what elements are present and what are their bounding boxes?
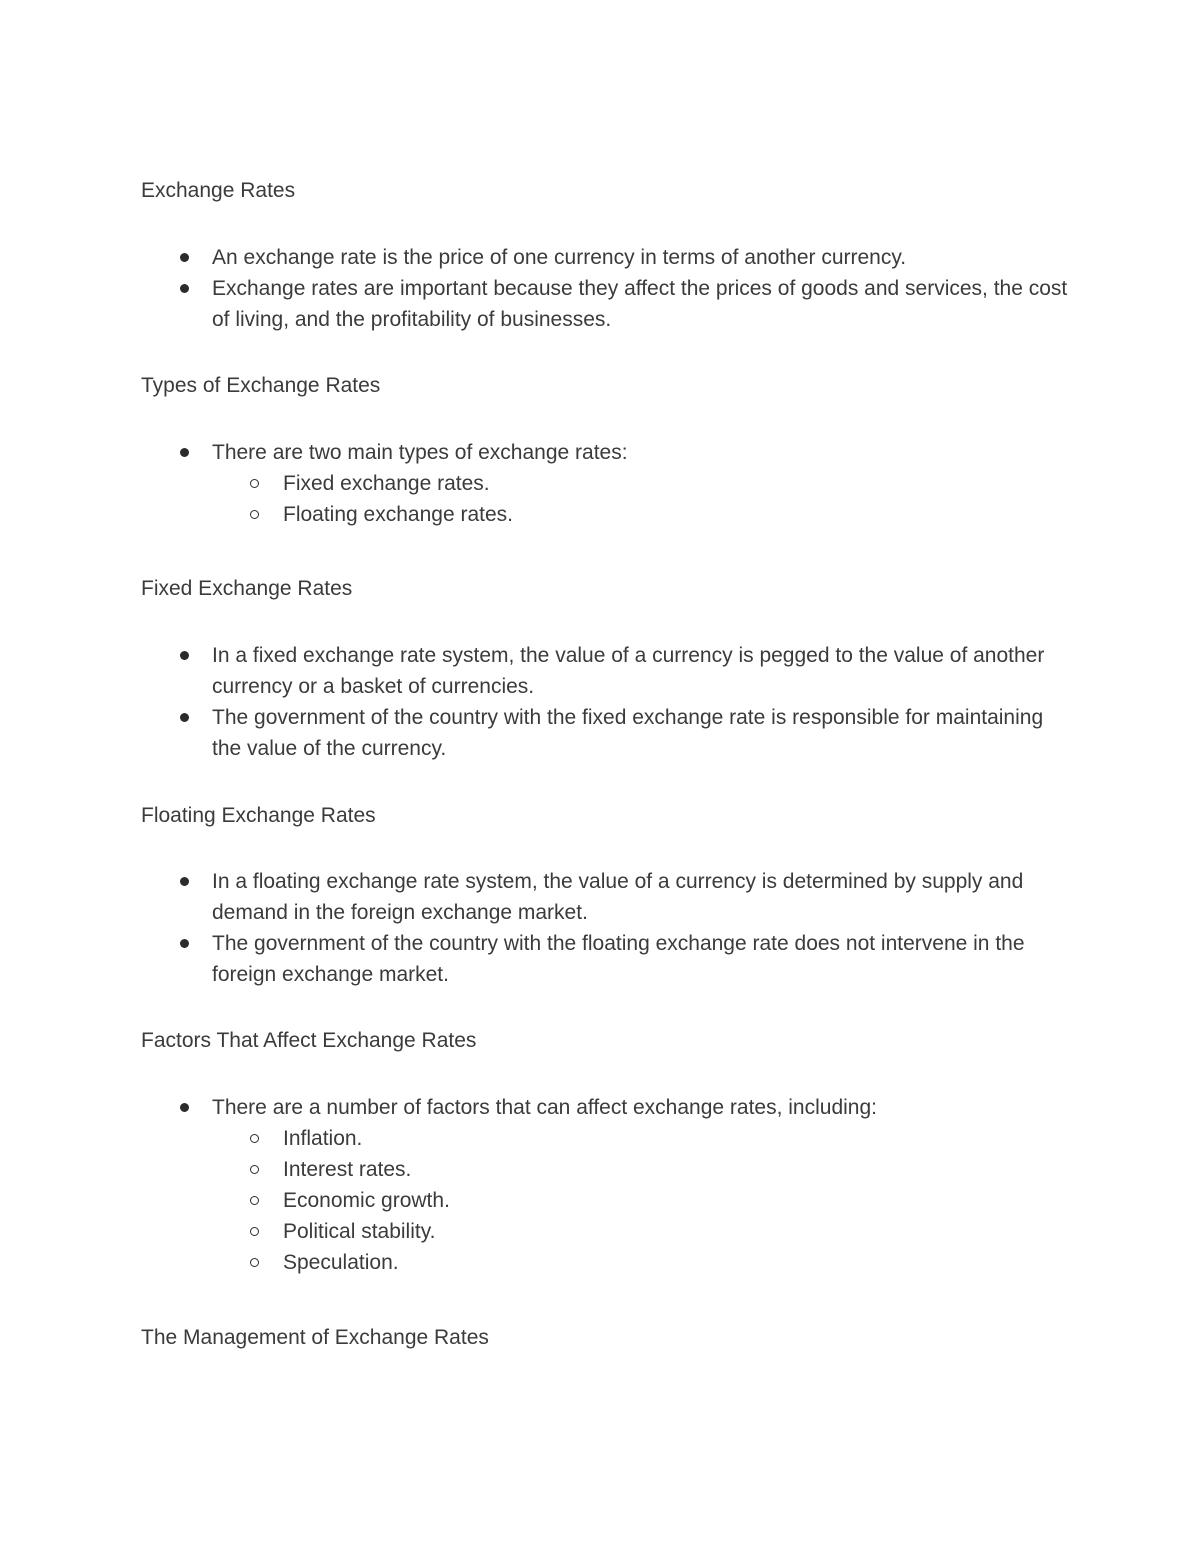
sub-list-item-text: Inflation. (283, 1127, 363, 1150)
sub-list-item-text: Political stability. (283, 1220, 436, 1243)
list-item (0, 928, 1072, 990)
section-heading-management: The Management of Exchange Rates (141, 1326, 489, 1349)
bullet-dot-icon (180, 284, 189, 293)
section-heading-types: Types of Exchange Rates (141, 374, 381, 397)
bullet-dot-icon (180, 448, 189, 457)
bullet-dot-icon (180, 651, 189, 660)
list-item (0, 273, 1072, 335)
section-heading-exchange-rates: Exchange Rates (141, 179, 296, 202)
bullet-circle-icon (250, 1258, 259, 1267)
bullet-list-factors (0, 1092, 1200, 1278)
bullet-circle-icon (250, 1165, 259, 1174)
bullet-circle-icon (250, 479, 259, 488)
bullet-circle-icon (250, 1196, 259, 1205)
bullet-circle-icon (250, 1227, 259, 1236)
sub-list-item (0, 1216, 1200, 1247)
list-item-text: In a fixed exchange rate system, the value of a currency is pegged to the value of another currency or a basket of currencies. (212, 644, 1045, 698)
list-item-text: The government of the country with the fixed exchange rate is responsible for maintaining the value of the currency. (212, 706, 1044, 760)
bullet-dot-icon (180, 713, 189, 722)
bullet-dot-icon (180, 253, 189, 262)
section-heading-fixed: Fixed Exchange Rates (141, 577, 353, 600)
bullet-circle-icon (250, 1134, 259, 1143)
list-item (0, 866, 1072, 928)
bullet-list-floating (0, 866, 1200, 990)
section-heading-floating: Floating Exchange Rates (141, 804, 376, 827)
sub-list-item-text: Speculation. (283, 1251, 399, 1274)
sub-list-item (0, 499, 1200, 530)
list-item (0, 437, 1072, 468)
list-item-text: There are a number of factors that can affect exchange rates, including: (212, 1096, 877, 1119)
bullet-dot-icon (180, 939, 189, 948)
list-item-text: In a floating exchange rate system, the value of a currency is determined by supply and demand in the foreign exchange market. (212, 870, 1024, 924)
sub-list-item (0, 1247, 1200, 1278)
sub-list-item-text: Fixed exchange rates. (283, 472, 490, 495)
sub-list-item-text: Interest rates. (283, 1158, 412, 1181)
section-heading-factors: Factors That Affect Exchange Rates (141, 1029, 477, 1052)
bullet-dot-icon (180, 1103, 189, 1112)
sub-list-item (0, 1185, 1200, 1216)
list-item-text: Exchange rates are important because they affect the prices of goods and services, the cost of living, and the profitability of businesses. (212, 277, 1068, 331)
bullet-list-exchange-rates (0, 242, 1200, 335)
bullet-circle-icon (250, 510, 259, 519)
sub-list-item (0, 1154, 1200, 1185)
list-item (0, 702, 1072, 764)
list-item-text: There are two main types of exchange rates: (212, 441, 628, 464)
bullet-list-fixed (0, 640, 1200, 764)
list-item (0, 242, 1072, 273)
list-item-text: An exchange rate is the price of one currency in terms of another currency. (212, 246, 907, 269)
sub-list-item-text: Economic growth. (283, 1189, 450, 1212)
bullet-list-types (0, 437, 1200, 530)
sub-list-item (0, 468, 1200, 499)
list-item (0, 1092, 1072, 1123)
sub-list-item-text: Floating exchange rates. (283, 503, 513, 526)
list-item-text: The government of the country with the floating exchange rate does not intervene in the foreign exchange market. (212, 932, 1025, 986)
sub-list-item (0, 1123, 1200, 1154)
list-item (0, 640, 1072, 702)
bullet-dot-icon (180, 877, 189, 886)
